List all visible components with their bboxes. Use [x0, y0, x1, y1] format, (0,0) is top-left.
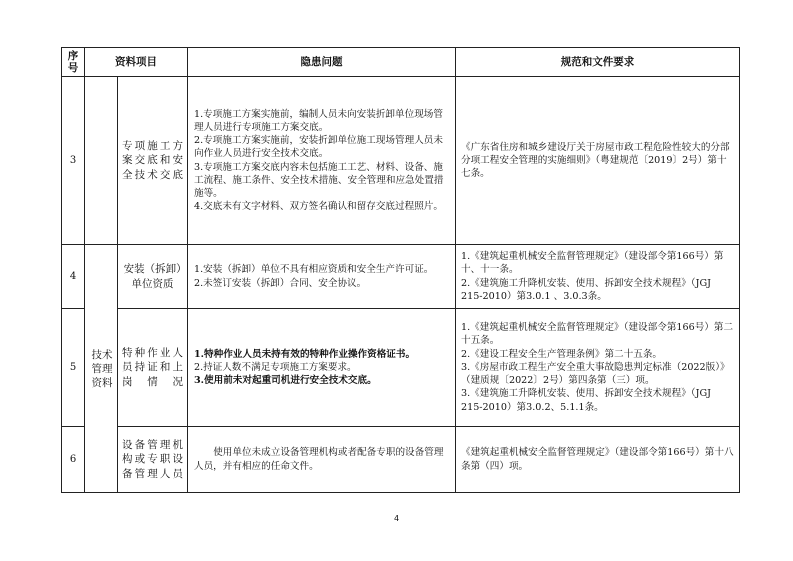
spec-line: 《建筑起重机械安全监督管理规定》（建设部令第166号）第十八条第（四）项。 — [461, 447, 734, 472]
header-no: 序号 — [62, 48, 85, 77]
row-number: 4 — [62, 245, 85, 309]
row-number: 6 — [62, 427, 85, 493]
issue-line: 4.交底未有文字材料、双方签名确认和留存交底过程照片。 — [194, 201, 443, 213]
issue-line: 1.安装（拆卸）单位不具有相应资质和安全生产许可证。 — [194, 264, 434, 276]
spec-line: 1.《建筑起重机械安全监督管理规定》（建设部令第166号）第十、十一条。 — [461, 251, 724, 276]
spec-cell — [456, 427, 740, 493]
group-cell — [85, 245, 118, 493]
spec-line: 3.《建筑施工升降机安装、使用、拆卸安全技术规程》（JGJ 215-2010）第3.0.2、5.1.1条。 — [461, 388, 711, 413]
issue-cell — [188, 427, 456, 493]
group-cell-top — [85, 77, 118, 245]
table-row — [62, 245, 740, 309]
header-spec: 规范和文件要求 — [456, 48, 740, 77]
header-item: 资料项目 — [85, 48, 188, 77]
table-header-row — [62, 48, 740, 77]
issue-line: 2.未签订安装（拆卸）合同、安全协议。 — [194, 277, 367, 289]
issue-line: 1.专项施工方案实施前，编制人员未向安装折卸单位现场管理人员进行专项施工方案交底。 — [194, 108, 443, 133]
issue-cell — [188, 309, 456, 427]
row-number: 5 — [62, 309, 85, 427]
issue-line: 3.专项施工方案交底内容未包括施工工艺、材料、设备、施工流程、施工条件、安全技术措施、安全管理和应急处置措施等。 — [194, 161, 444, 199]
item-cell: 设备管理机构或专职设备管理人员 — [118, 427, 188, 493]
spec-cell — [456, 245, 740, 309]
table-row — [62, 77, 740, 245]
spec-line: 《广东省住房和城乡建设厅关于房屋市政工程危险性较大的分部分项工程安全管理的实施细则》（粤建规范〔2019〕2号）第十七条。 — [461, 141, 730, 180]
issue-line: 3.使用前未对起重司机进行安全技术交底。 — [194, 375, 377, 387]
spec-cell — [456, 77, 740, 245]
hazard-table — [61, 47, 740, 493]
item-cell: 安装（拆卸）单位资质 — [118, 245, 188, 309]
page-number: 4 — [393, 514, 400, 523]
spec-cell — [456, 309, 740, 427]
item-cell: 专项施工方案交底和安全技术交底 — [118, 77, 188, 245]
spec-line: 1.《建筑起重机械安全监督管理规定》（建设部令第166号）第二十五条。 — [461, 322, 734, 347]
item-cell: 特种作业人员持证和上岗情况 — [118, 309, 188, 427]
issue-line: 2.持证人数不满足专项施工方案要求。 — [194, 361, 357, 373]
issue-line: 使用单位未成立设备管理机构或者配备专职的设备管理人员，并有相应的任命文件。 — [194, 447, 444, 472]
table-row — [62, 309, 740, 427]
row-number: 3 — [62, 77, 85, 245]
issue-cell — [188, 77, 456, 245]
header-issue: 隐患问题 — [188, 48, 456, 77]
spec-line: 3.《房屋市政工程生产安全重大事故隐患判定标准（2022版）》（建质规〔2022〕2号）第四条第（三）项。 — [461, 361, 730, 387]
issue-line: 2.专项施工方案实施前，安装折卸单位施工现场管理人员未向作业人员进行安全技术交底。 — [194, 135, 443, 160]
group-label: 技术管理资料 — [91, 348, 113, 389]
issue-line: 1.特种作业人员未持有效的特种作业操作资格证书。 — [194, 348, 416, 360]
issue-cell — [188, 245, 456, 309]
spec-line: 2.《建筑施工升降机安装、使用、拆卸安全技术规程》（JGJ 215-2010）第3.0.1 、3.0.3条。 — [461, 277, 711, 302]
table-row — [62, 427, 740, 493]
spec-line: 2.《建设工程安全生产管理条例》第二十五条。 — [461, 348, 663, 360]
